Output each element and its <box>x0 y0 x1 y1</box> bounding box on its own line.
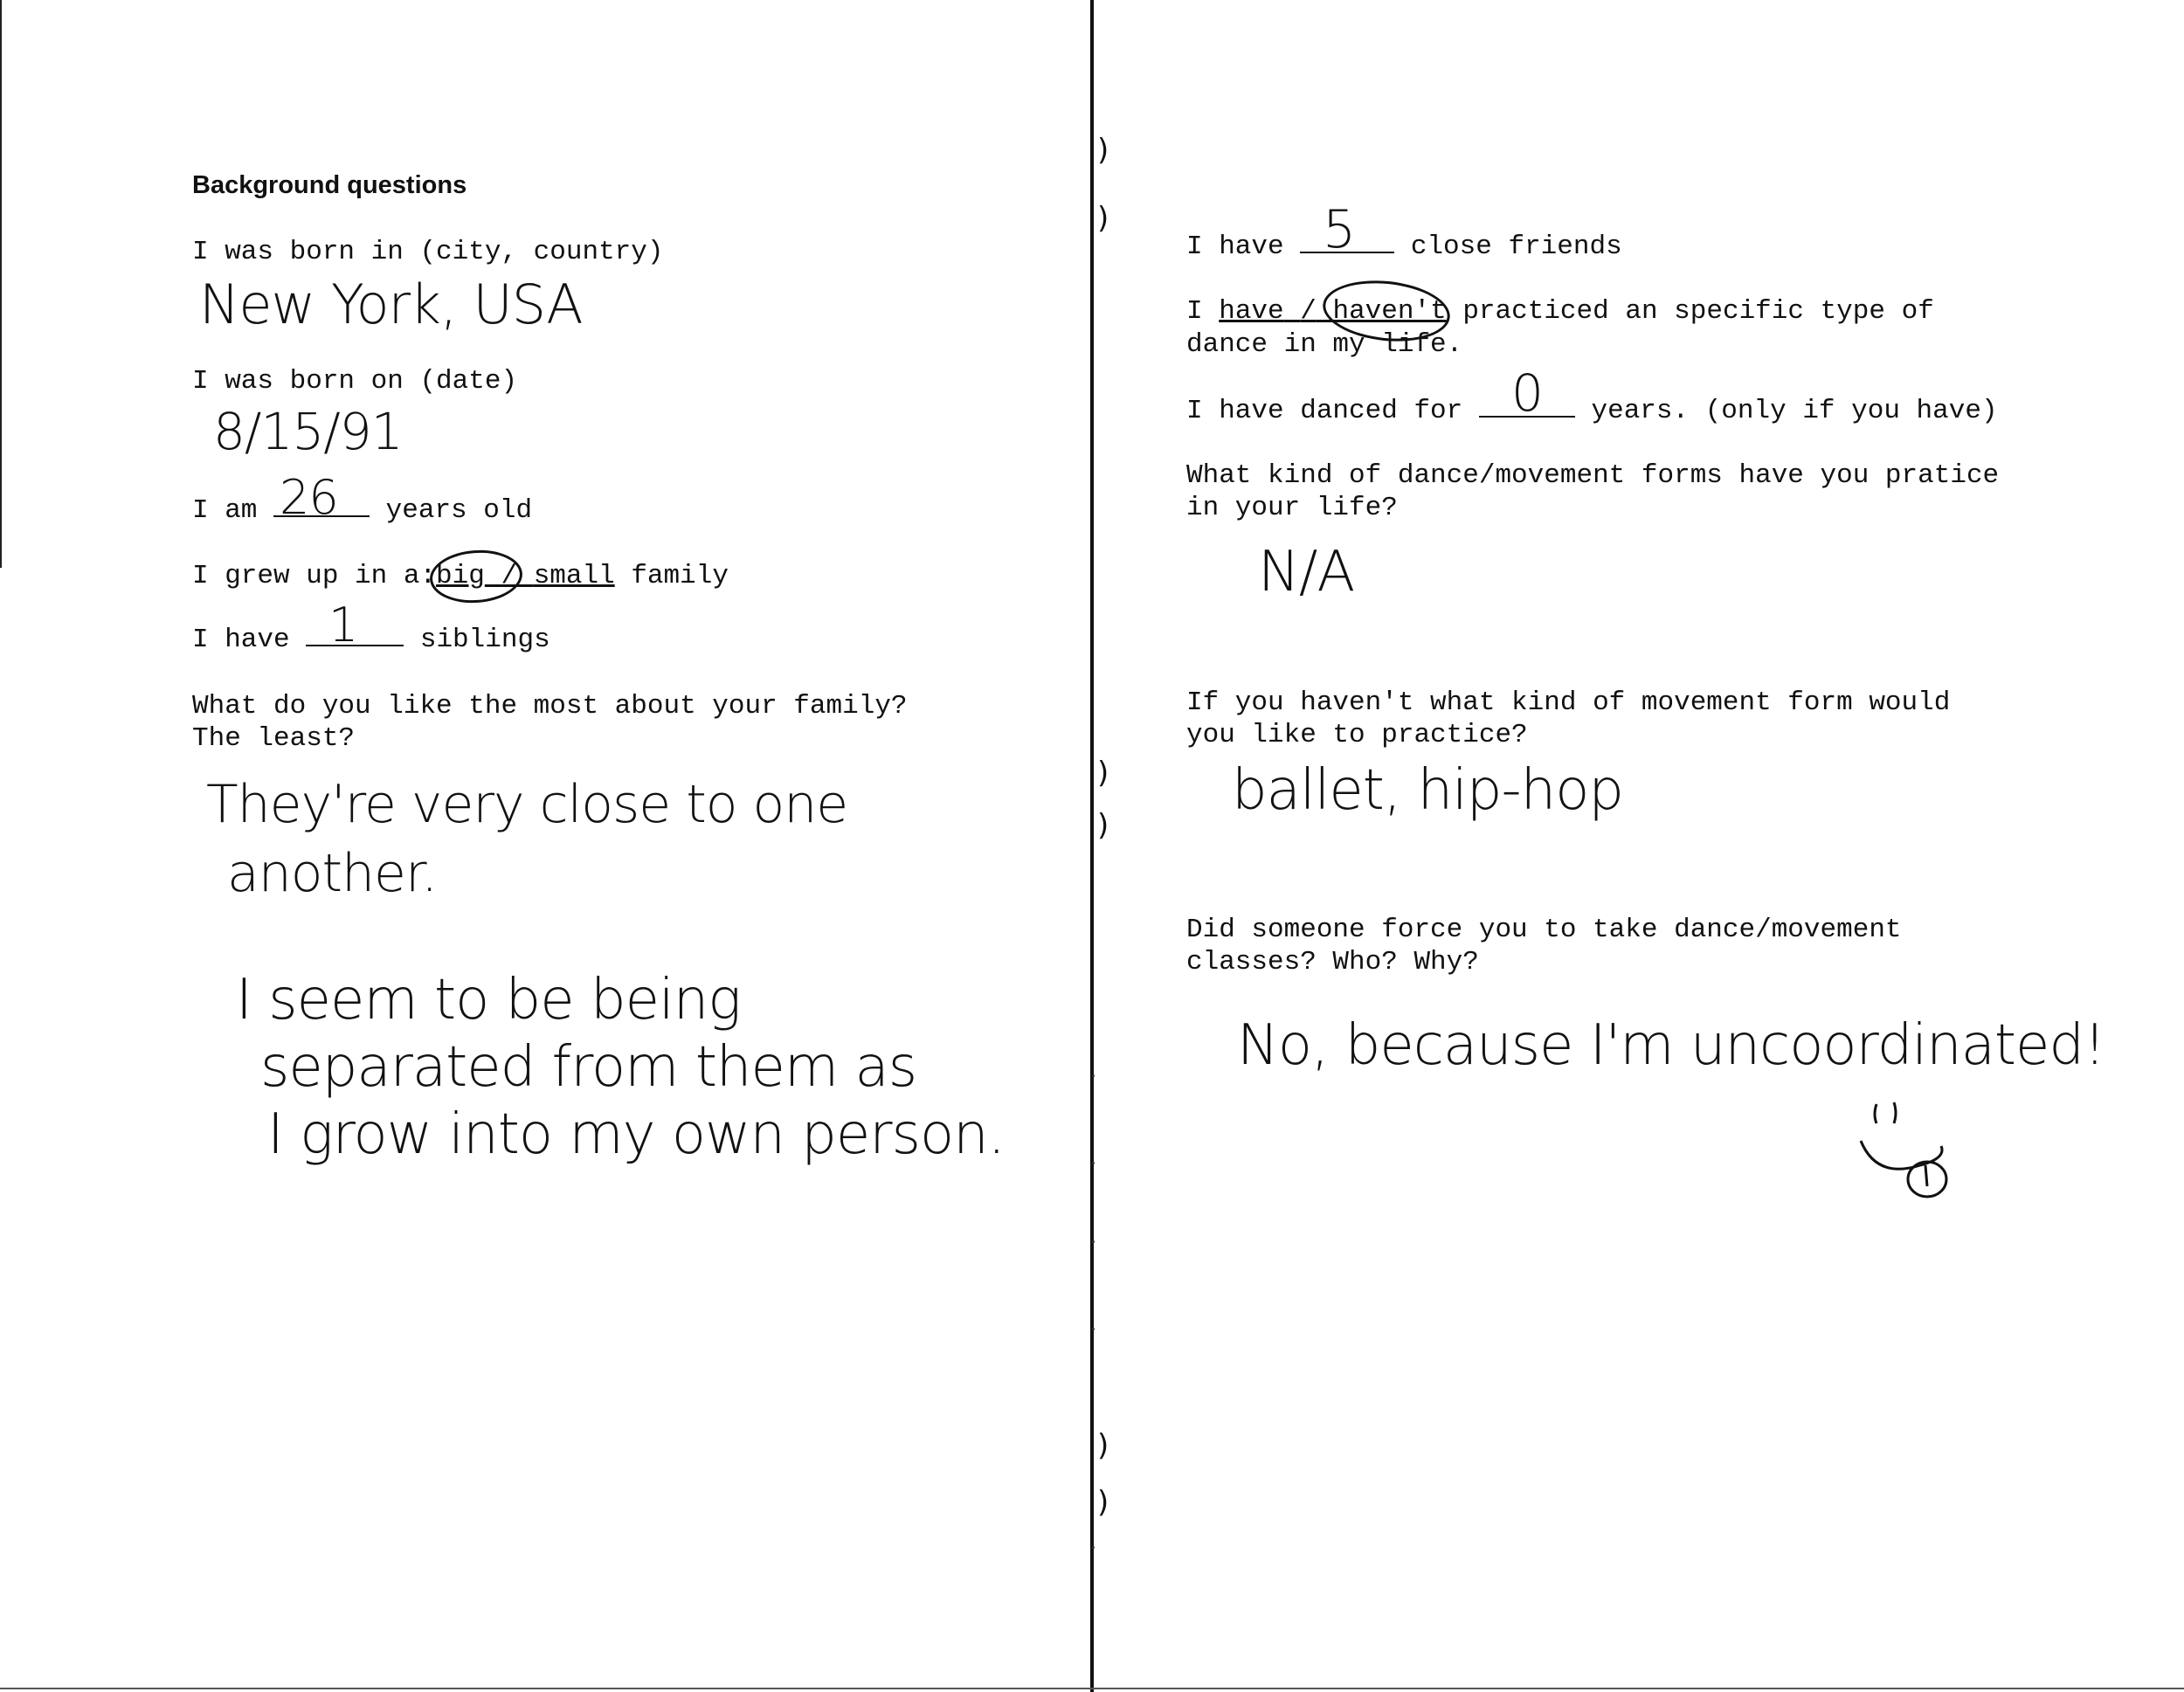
big-circle-mark <box>428 547 524 605</box>
answer-age: 26 <box>280 470 338 525</box>
question-force-1: Did someone force you to take dance/movement <box>1186 915 1902 945</box>
answer-would-like: ballet, hip-hop <box>1232 758 1623 823</box>
question-practiced-line-2: dance in my life. <box>1186 329 1463 360</box>
question-friends-suffix: close friends <box>1410 231 1622 262</box>
question-danced-suffix: years. (only if you have) <box>1591 396 1998 426</box>
question-age-suffix: years old <box>385 495 533 526</box>
family-option-small: small <box>533 561 615 591</box>
answer-friends: 5 <box>1323 199 1356 260</box>
spine-marks: ) ) ) ) ) ) <box>1097 0 1115 1692</box>
answer-most-line-2: another. <box>227 843 438 904</box>
answer-born-on: 8/15/91 <box>213 402 403 461</box>
question-family-like-1: What do you like the most about your family? <box>192 691 908 722</box>
question-siblings-prefix: I have <box>192 625 290 655</box>
question-would-like-2: you like to practice? <box>1186 720 1528 750</box>
question-age <box>192 494 532 528</box>
question-family-prefix: I grew up in a: <box>192 561 437 591</box>
answer-least-line-2: separated from them as <box>260 1035 917 1100</box>
question-siblings <box>192 624 550 657</box>
question-siblings-suffix: siblings <box>419 625 550 655</box>
answer-siblings: 1 <box>328 597 358 653</box>
question-family-suffix: family <box>631 561 729 591</box>
question-forms-2: in your life? <box>1186 493 1398 523</box>
answer-danced: 0 <box>1511 363 1543 423</box>
question-born-in: I was born in (city, country) <box>192 237 664 267</box>
practiced-option-separator: / <box>1300 296 1317 327</box>
family-option-separator: / <box>501 561 518 591</box>
question-friends-prefix: I have <box>1186 231 1284 262</box>
answer-forms: N/A <box>1258 540 1355 604</box>
question-practiced-rest: practiced an specific type of <box>1462 296 1934 327</box>
smiley-face-icon <box>1850 1092 1973 1205</box>
practiced-option-have: have <box>1219 296 1284 327</box>
question-danced-prefix: I have danced for <box>1186 396 1463 426</box>
answer-born-in: New York, USA <box>199 273 583 336</box>
answer-most-line-1: They're very close to one <box>206 774 848 835</box>
question-friends <box>1186 231 1622 264</box>
answer-least-line-3: I grow into my own person. <box>267 1102 1005 1167</box>
question-born-on: I was born on (date) <box>192 366 518 397</box>
question-age-prefix: I am <box>192 495 258 526</box>
question-danced-years <box>1186 395 1998 428</box>
question-force-2: classes? Who? Why? <box>1186 947 1479 977</box>
practiced-option-havent: haven't <box>1332 296 1447 327</box>
question-practiced-i: I <box>1186 296 1203 327</box>
answer-force: No, because I'm uncoordinated! <box>1237 1013 2105 1078</box>
answer-least-line-1: I seem to be being <box>236 968 741 1032</box>
section-heading: Background questions <box>192 171 467 199</box>
question-forms-1: What kind of dance/movement forms have you pratice <box>1186 460 2000 491</box>
question-would-like-1: If you haven't what kind of movement form would <box>1186 687 1951 718</box>
right-page <box>1092 0 2184 1692</box>
family-option-big: big <box>436 561 485 591</box>
question-family-like-2: The least? <box>192 723 356 754</box>
question-practiced <box>1186 295 1934 328</box>
